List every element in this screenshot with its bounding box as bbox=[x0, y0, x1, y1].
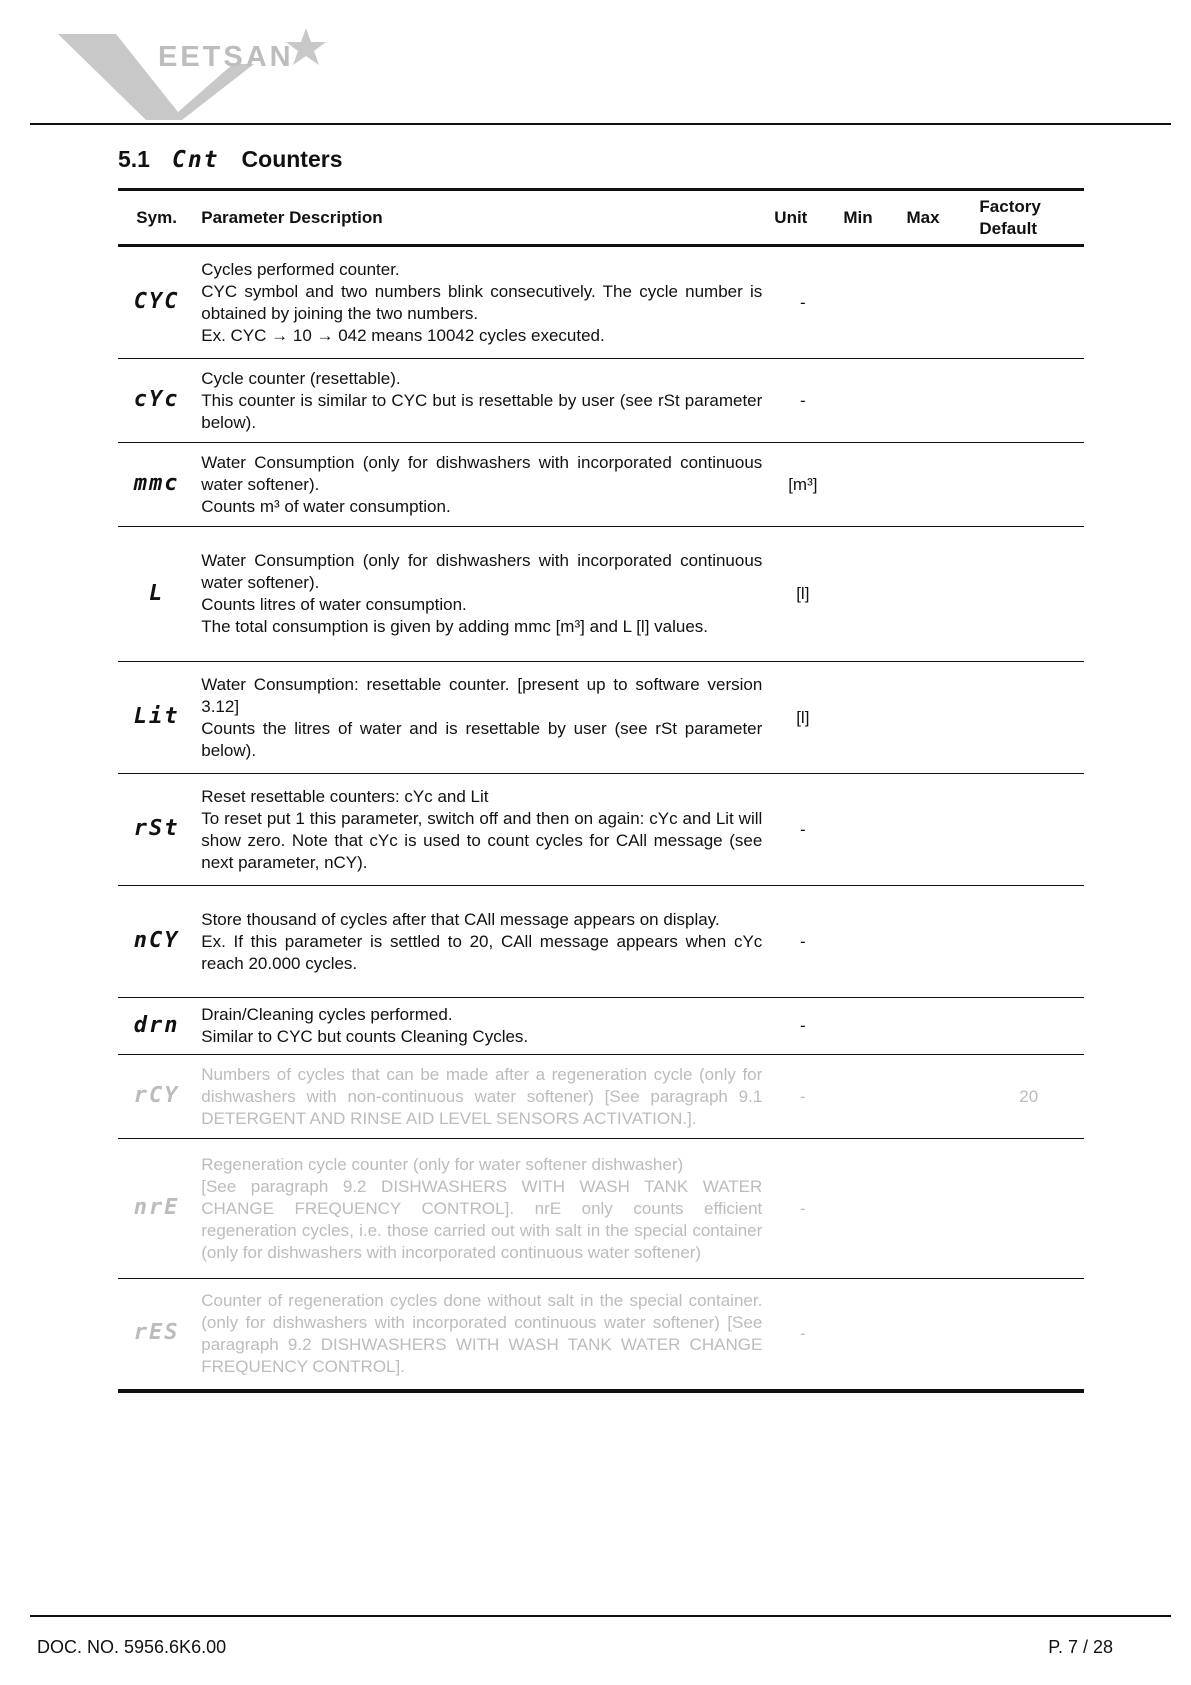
cell-min bbox=[837, 886, 900, 998]
col-header-default-line1: Factory bbox=[979, 196, 1041, 216]
cell-default bbox=[973, 662, 1084, 774]
description-line: Counts m³ of water consumption. bbox=[201, 496, 451, 516]
col-header-desc: Parameter Description bbox=[201, 207, 383, 227]
cell-min bbox=[837, 662, 900, 774]
cell-unit: [m³] bbox=[788, 474, 818, 494]
col-header-min: Min bbox=[843, 207, 873, 227]
description-line: Cycles performed counter. bbox=[201, 259, 400, 279]
cell-sym bbox=[118, 1279, 195, 1391]
cell-max bbox=[901, 1279, 974, 1391]
parameter-symbol: rSt bbox=[133, 816, 180, 841]
table-row bbox=[118, 662, 1084, 774]
description-line: [See paragraph 9.2 DISHWASHERS WITH WASH TANK WATER CHANGE FREQUENCY CONTROL]. nrE only counts efficient regeneration cycles, i.e. those carried out with salt in the special container (only for dishwashers with incorporated continuous water softener) bbox=[201, 1176, 763, 1262]
col-header-unit: Unit bbox=[774, 207, 808, 227]
description-line: Ex. If this parameter is settled to 20, CAll message appears when cYc reach 20.000 cycles. bbox=[201, 931, 763, 973]
cell-unit: - bbox=[799, 1323, 806, 1343]
cell-sym bbox=[118, 1055, 195, 1139]
parameter-symbol: nrE bbox=[133, 1195, 180, 1220]
cell-default bbox=[973, 1139, 1084, 1279]
col-header-factory-default bbox=[973, 190, 1084, 246]
cell-min bbox=[837, 1055, 900, 1139]
cell-default bbox=[973, 886, 1084, 998]
cell-description bbox=[195, 359, 768, 443]
description-line: This counter is similar to CYC but is resettable by user (see rSt parameter below). bbox=[201, 390, 763, 432]
table-row bbox=[118, 246, 1084, 359]
cell-default bbox=[973, 774, 1084, 886]
table-row bbox=[118, 774, 1084, 886]
section-title bbox=[118, 146, 342, 173]
description-line: Counts the litres of water and is resettable by user (see rSt parameter below). bbox=[201, 718, 763, 760]
description-line: To reset put 1 this parameter, switch off and then on again: cYc and Lit will show zero. Note that cYc is used to count cycles for CAll message (see next parameter, nCY). bbox=[201, 808, 763, 872]
parameter-symbol: L bbox=[148, 580, 165, 606]
cell-sym bbox=[118, 1139, 195, 1279]
cell-unit: - bbox=[799, 819, 806, 839]
parameter-symbol: rCY bbox=[133, 1083, 180, 1108]
cell-unit: [l] bbox=[796, 707, 810, 727]
cell-min bbox=[837, 998, 900, 1055]
cell-max bbox=[901, 527, 974, 662]
parameter-symbol: rES bbox=[133, 1320, 180, 1346]
footer-divider bbox=[30, 1615, 1171, 1617]
cell-default bbox=[973, 998, 1084, 1055]
description-line: Cycle counter (resettable). bbox=[201, 368, 401, 388]
cell-sym bbox=[118, 774, 195, 886]
parameters-table bbox=[118, 188, 1084, 1393]
cell-default: 20 bbox=[1019, 1086, 1039, 1106]
description-line: Numbers of cycles that can be made after a regeneration cycle (only for dishwashers with non-continuous water softener) [See paragraph 9.1 DETERGENT AND RINSE AID LEVEL SENSORS ACTIVATION.]. bbox=[201, 1064, 763, 1128]
cell-default bbox=[973, 443, 1084, 527]
section-number: 5.1 bbox=[118, 146, 150, 172]
description-line: Reset resettable counters: cYc and Lit bbox=[201, 786, 489, 806]
cell-sym bbox=[118, 359, 195, 443]
section-symbol: Cnt bbox=[171, 146, 220, 173]
cell-description bbox=[195, 886, 768, 998]
table-row bbox=[118, 1055, 1084, 1139]
cell-default bbox=[973, 527, 1084, 662]
description-line: Counts litres of water consumption. bbox=[201, 595, 467, 614]
cell-description bbox=[195, 1055, 768, 1139]
cell-max bbox=[901, 1055, 974, 1139]
col-header-default-line2: Default bbox=[979, 218, 1038, 238]
parameter-symbol: cYc bbox=[133, 387, 180, 412]
cell-sym bbox=[118, 662, 195, 774]
cell-max bbox=[901, 443, 974, 527]
cell-min bbox=[837, 1279, 900, 1391]
cell-unit: [l] bbox=[796, 584, 810, 603]
parameter-symbol: Lit bbox=[133, 704, 180, 729]
cell-max bbox=[901, 998, 974, 1055]
cell-default bbox=[973, 1279, 1084, 1391]
cell-sym bbox=[118, 886, 195, 998]
table-row bbox=[118, 998, 1084, 1055]
brand-name: EETSAN bbox=[158, 41, 294, 73]
cell-description bbox=[195, 662, 768, 774]
table-body bbox=[118, 246, 1084, 1391]
parameter-symbol: drn bbox=[133, 1012, 180, 1038]
cell-max bbox=[901, 246, 974, 359]
cell-max bbox=[901, 359, 974, 443]
parameter-symbol: mmc bbox=[133, 471, 180, 496]
cell-max bbox=[901, 774, 974, 886]
col-header-max: Max bbox=[906, 207, 940, 227]
table-row bbox=[118, 443, 1084, 527]
cell-min bbox=[837, 1139, 900, 1279]
cell-sym bbox=[118, 246, 195, 359]
cell-default bbox=[973, 246, 1084, 359]
cell-min bbox=[837, 527, 900, 662]
cell-description bbox=[195, 998, 768, 1055]
cell-unit: - bbox=[799, 390, 806, 410]
description-line: Counter of regeneration cycles done without salt in the special container. (only for dishwashers with incorporated continuous water softener) [See paragraph 9.2 DISHWASHERS WITH WASH TANK WATER CHANGE FREQUENCY CONTROL]. bbox=[201, 1290, 763, 1376]
cell-sym bbox=[118, 527, 195, 662]
description-line: Water Consumption: resettable counter. [present up to software version 3.12] bbox=[201, 674, 763, 716]
cell-unit: - bbox=[799, 931, 806, 951]
cell-max bbox=[901, 886, 974, 998]
table-row bbox=[118, 359, 1084, 443]
cell-min bbox=[837, 443, 900, 527]
description-line: Regeneration cycle counter (only for water softener dishwasher) bbox=[201, 1154, 684, 1174]
cell-min bbox=[837, 246, 900, 359]
cell-max bbox=[901, 662, 974, 774]
description-line: Drain/Cleaning cycles performed. bbox=[201, 1005, 453, 1024]
header-divider bbox=[30, 123, 1171, 125]
description-line: Ex. CYC → 10 → 042 means 10042 cycles executed. bbox=[201, 325, 605, 345]
description-line: Water Consumption (only for dishwashers with incorporated continuous water softener). bbox=[201, 551, 763, 592]
section-heading: Counters bbox=[241, 146, 343, 172]
cell-unit: - bbox=[799, 1016, 806, 1035]
description-line: Similar to CYC but counts Cleaning Cycles. bbox=[201, 1027, 529, 1046]
cell-description bbox=[195, 443, 768, 527]
cell-description bbox=[195, 527, 768, 662]
col-header-sym: Sym. bbox=[136, 207, 177, 227]
cell-description bbox=[195, 246, 768, 359]
table-row bbox=[118, 527, 1084, 662]
document-number: DOC. NO. 5956.6K6.00 bbox=[37, 1637, 227, 1657]
cell-default bbox=[973, 359, 1084, 443]
table-header-row bbox=[118, 190, 1084, 246]
cell-min bbox=[837, 359, 900, 443]
cell-min bbox=[837, 774, 900, 886]
cell-description bbox=[195, 774, 768, 886]
description-line: Water Consumption (only for dishwashers with incorporated continuous water softener). bbox=[201, 452, 763, 494]
parameter-symbol: CYC bbox=[133, 289, 180, 314]
cell-unit: - bbox=[799, 292, 806, 312]
page-number: P. 7 / 28 bbox=[1048, 1637, 1113, 1657]
description-line: CYC symbol and two numbers blink consecutively. The cycle number is obtained by joining the two numbers. bbox=[201, 281, 763, 323]
cell-sym bbox=[118, 998, 195, 1055]
cell-unit: - bbox=[799, 1198, 806, 1218]
cell-description bbox=[195, 1279, 768, 1391]
cell-sym bbox=[118, 443, 195, 527]
description-line: Store thousand of cycles after that CAll message appears on display. bbox=[201, 909, 720, 929]
cell-unit: - bbox=[799, 1086, 806, 1106]
cell-max bbox=[901, 1139, 974, 1279]
company-logo bbox=[58, 26, 358, 122]
table-row bbox=[118, 1139, 1084, 1279]
table-row bbox=[118, 1279, 1084, 1391]
cell-description bbox=[195, 1139, 768, 1279]
table-row bbox=[118, 886, 1084, 998]
description-line: The total consumption is given by adding mmc [m³] and L [l] values. bbox=[201, 617, 709, 636]
parameter-symbol: nCY bbox=[133, 928, 180, 953]
